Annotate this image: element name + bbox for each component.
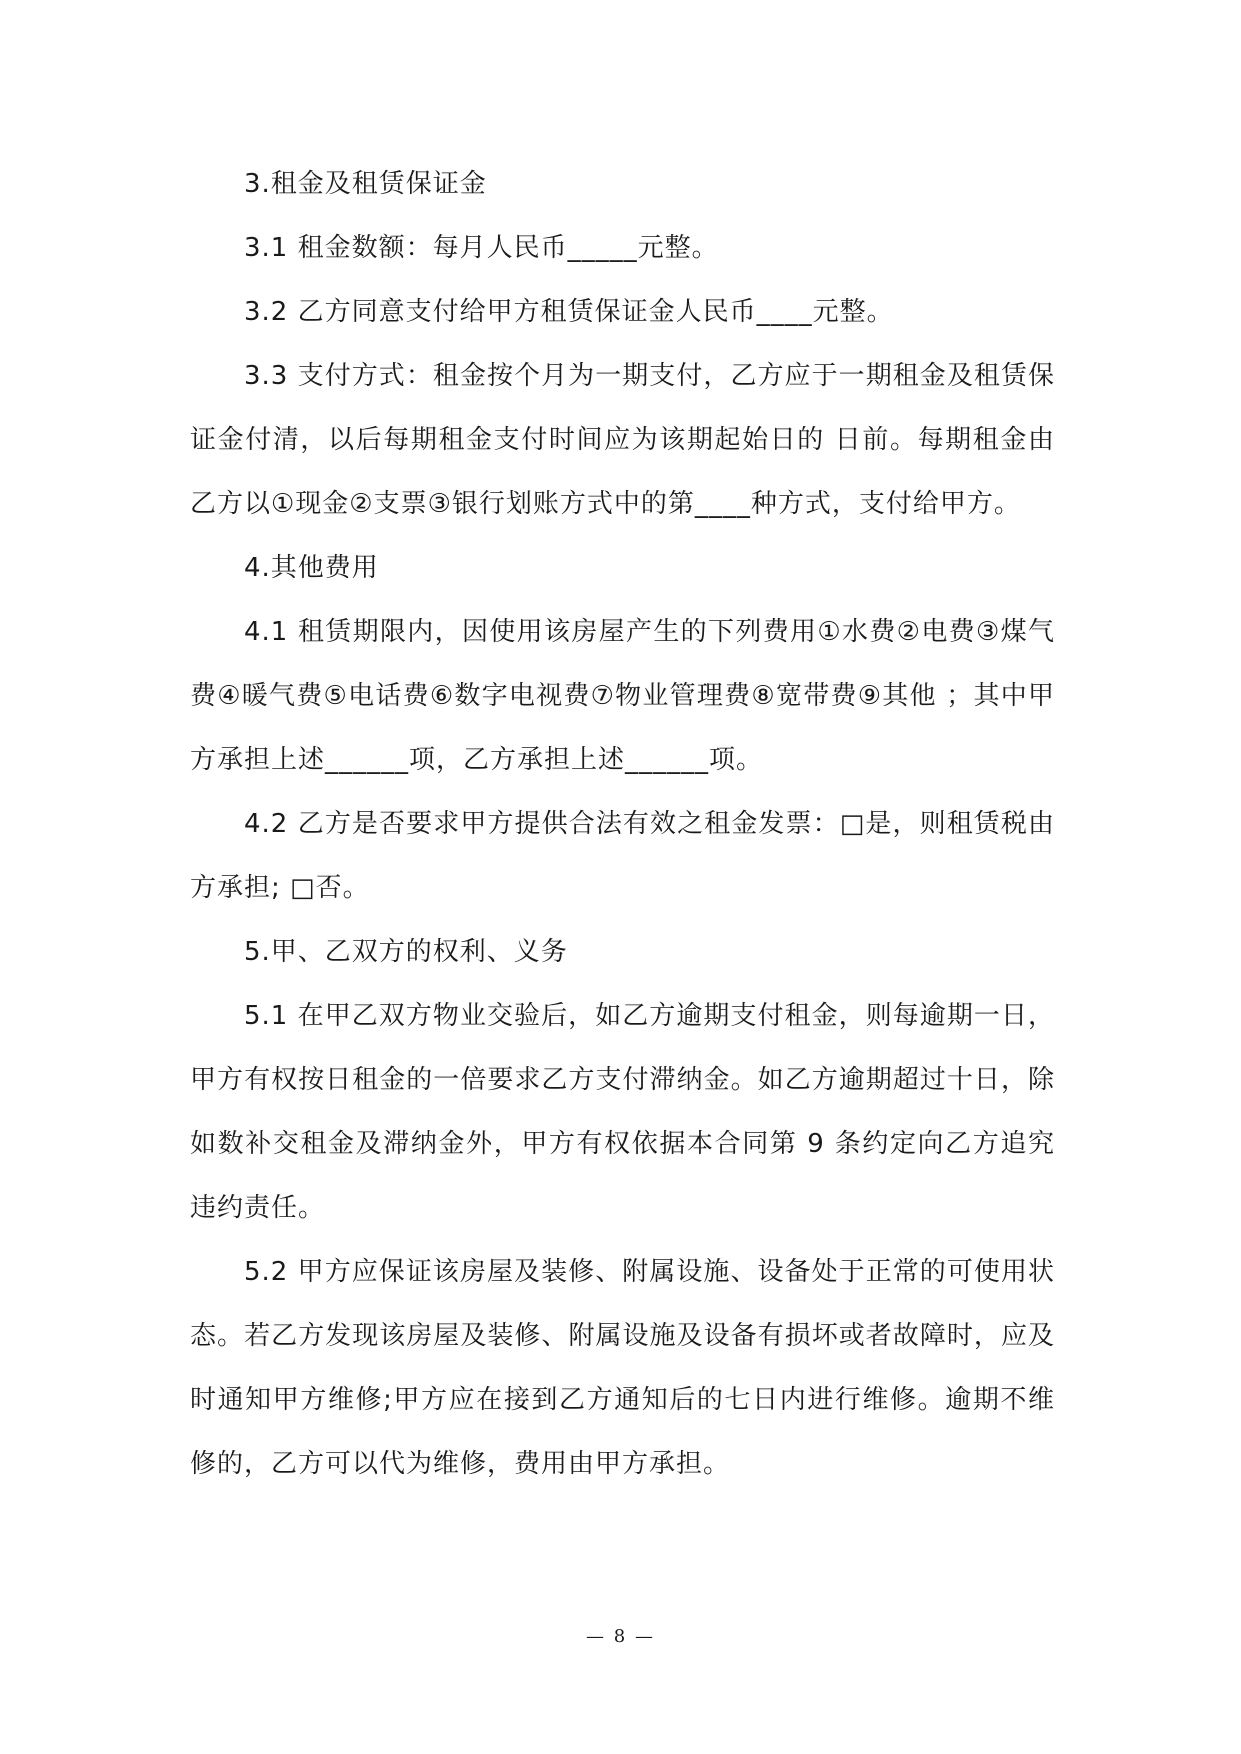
clause-3-3: 3.3 支付方式：租金按个月为一期支付，乙方应于一期租金及租赁保证金付清，以后每期租金支付时间应为该期起始日的 日前。每期租金由乙方以①现金②支票③银行划账方式中的第____种方式，支付给甲方。 <box>190 361 1055 519</box>
clause-3-2: 3.2 乙方同意支付给甲方租赁保证金人民币____元整。 <box>244 297 894 327</box>
document-body <box>190 152 1055 1496</box>
section-heading-rent-deposit: 3.租金及租赁保证金 <box>244 169 487 199</box>
clause-5-1: 5.1 在甲乙双方物业交验后，如乙方逾期支付租金，则每逾期一日，甲方有权按日租金的一倍要求乙方支付滞纳金。如乙方逾期超过十日，除如数补交租金及滞纳金外，甲方有权依据本合同第 9 条约定向乙方追究违约责任。 <box>190 1001 1055 1223</box>
clause-4-1: 4.1 租赁期限内，因使用该房屋产生的下列费用①水费②电费③煤气费④暖气费⑤电话费⑥数字电视费⑦物业管理费⑧宽带费⑨其他 ；其中甲方承担上述______项，乙方承担上述______项。 <box>190 617 1055 775</box>
section-heading-rights-obligations: 5.甲、乙双方的权利、义务 <box>244 937 568 967</box>
clause-3-1: 3.1 租金数额：每月人民币_____元整。 <box>244 233 719 263</box>
section-heading-other-fees: 4.其他费用 <box>244 553 379 583</box>
clause-5-2: 5.2 甲方应保证该房屋及装修、附属设施、设备处于正常的可使用状态。若乙方发现该房屋及装修、附属设施及设备有损坏或者故障时，应及时通知甲方维修;甲方应在接到乙方通知后的七日内进行维修。逾期不维修的，乙方可以代为维修，费用由甲方承担。 <box>190 1257 1055 1479</box>
page-number: — 8 — <box>586 1626 655 1647</box>
clause-4-2: 4.2 乙方是否要求甲方提供合法有效之租金发票：□是，则租赁税由方承担; □否。 <box>190 809 1055 903</box>
